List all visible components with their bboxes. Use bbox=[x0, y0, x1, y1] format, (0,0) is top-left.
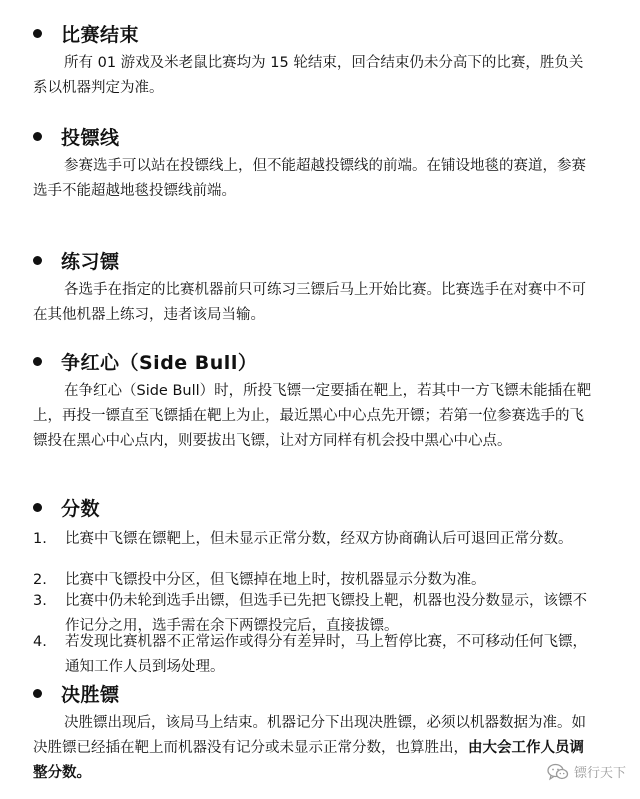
section-heading-practice-darts bbox=[33, 247, 120, 273]
watermark-text: 镖行天下 bbox=[573, 766, 626, 781]
bullet-icon bbox=[33, 29, 42, 38]
section-paragraph: 在争红心（Side Bull）时，所投飞镖一定要插在靶上，若其中一方飞镖未能插在靶上，再投一镖直至飞镖插在靶上为止，最近黑心中心点先开镖；若第一位参赛选手的飞镖投在黑心中心点内，则要拔出飞镖，让对方同样有机会投中黑心中心点。 bbox=[33, 383, 592, 449]
section-paragraph: 所有 01 游戏及米老鼠比赛均为 15 轮结束，回合结束仍未分高下的比赛，胜负关系以机器判定为准。 bbox=[33, 55, 584, 96]
list-item bbox=[33, 527, 593, 552]
section-title: 投镖线 bbox=[61, 126, 120, 149]
section-heading-score bbox=[33, 494, 100, 520]
section-title: 决胜镖 bbox=[61, 683, 120, 706]
section-paragraph: 参赛选手可以站在投镖线上，但不能超越投镖线的前端。在铺设地毯的赛道，参赛选手不能超越地毯投镖线前端。 bbox=[33, 158, 586, 199]
bullet-icon bbox=[33, 256, 42, 265]
section-heading-side-bull bbox=[33, 348, 257, 374]
paragraph-text: 决胜镖出现后，该局马上结束。机器记分下出现决胜镖，必须以机器数据为准。如决胜镖已经插在靶上而机器没有记分或未显示正常分数，也算胜出， bbox=[33, 715, 586, 756]
section-title: 分数 bbox=[61, 497, 101, 520]
section-paragraph bbox=[33, 711, 593, 786]
section-title: 争红心（Side Bull） bbox=[61, 351, 258, 374]
bullet-icon bbox=[33, 503, 42, 512]
section-heading-match-end bbox=[33, 20, 139, 46]
list-item bbox=[33, 630, 593, 680]
section-paragraph: 各选手在指定的比赛机器前只可练习三镖后马上开始比赛。比赛选手在对赛中不可在其他机器上练习，违者该局当输。 bbox=[33, 282, 586, 323]
list-text: 比赛中飞镖在镖靶上，但未显示正常分数，经双方协商确认后可退回正常分数。 bbox=[65, 531, 573, 547]
bullet-icon bbox=[33, 689, 42, 698]
list-number: 4. bbox=[33, 634, 47, 650]
list-number: 1. bbox=[33, 531, 47, 547]
section-heading-winning-dart bbox=[33, 680, 120, 706]
section-title: 练习镖 bbox=[61, 250, 120, 273]
list-number: 2. bbox=[33, 572, 47, 588]
list-text: 若发现比赛机器不正常运作或得分有差异时，马上暂停比赛，不可移动任何飞镖，通知工作人员到场处理。 bbox=[65, 634, 587, 675]
list-number: 3. bbox=[33, 593, 47, 609]
list-text: 比赛中飞镖投中分区，但飞镖掉在地上时，按机器显示分数为准。 bbox=[65, 572, 486, 588]
section-heading-throw-line bbox=[33, 123, 120, 149]
section-title: 比赛结束 bbox=[61, 23, 140, 46]
bullet-icon bbox=[33, 357, 42, 366]
bullet-icon bbox=[33, 132, 42, 141]
wechat-icon bbox=[547, 763, 569, 781]
watermark bbox=[547, 762, 626, 781]
paragraph-bold-text: 由大会工作人员调整分数。 bbox=[33, 740, 584, 781]
list-text: 比赛中仍未轮到选手出镖，但选手已先把飞镖投上靶，机器也没分数显示，该镖不作记分之用，选手需在余下两镖投完后，直接拔镖。 bbox=[65, 593, 587, 634]
